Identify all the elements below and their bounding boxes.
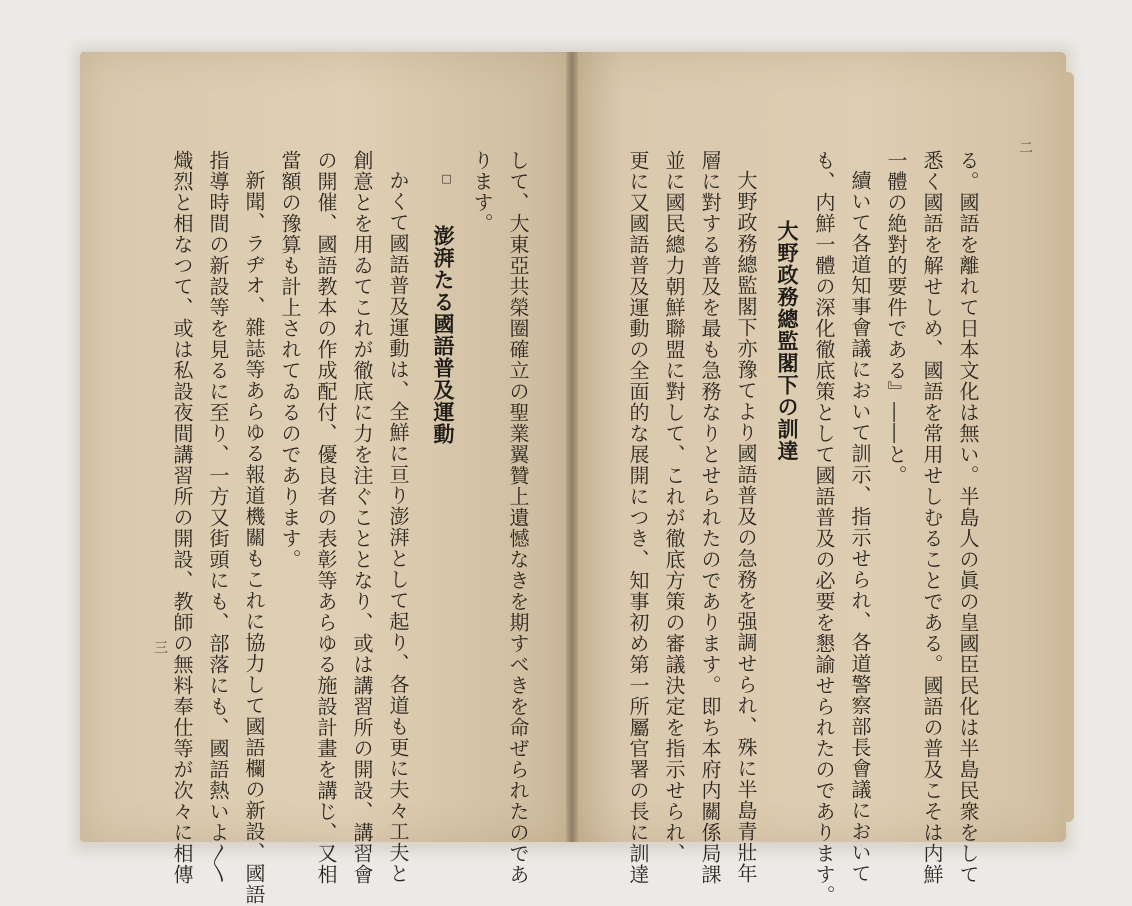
left-col-6: 當額の豫算も計上されてゐるのであります。 [278, 150, 302, 570]
right-heading: 大野政務總監閣下の訓達 [775, 220, 800, 462]
left-heading: 澎湃たる國語普及運動 [431, 225, 456, 445]
left-col-4: 創意とを用ゐてこれが徹底に力を注ぐこととなり、或は講習所の開設、講習會 [350, 150, 374, 885]
left-col-9: 熾烈と相なつて、或は私設夜間講習所の開設、教師の無料奉仕等が次々に相傳 [170, 150, 194, 885]
right-col-2: 悉く國語を解せしめ、國語を常用せしむることである。國語の普及こそは内鮮 [920, 150, 944, 885]
right-page-number: 二 [1017, 140, 1033, 155]
right-col-1: る。國語を離れて日本文化は無い。半島人の眞の皇國臣民化は半島民衆をして [956, 150, 980, 885]
section-mark: □ [440, 172, 453, 186]
left-col-1: して、大東亞共榮圈確立の聖業翼贊上遺憾なきを期すべきを命ぜられたのであ [506, 150, 530, 885]
right-col-5: も、内鮮一體の深化徹底策として國語普及の必要を懇諭せられたのであります。 [812, 150, 836, 906]
left-col-7: 新聞、ラヂオ、雜誌等あらゆる報道機關もこれに協力して國語欄の新設、國語 [242, 170, 266, 905]
left-col-3: かくて國語普及運動は、全鮮に亘り澎湃として起り、各道も更に夫々工夫と [386, 170, 410, 884]
left-col-2: ります。 [470, 150, 494, 234]
right-col-7: 層に對する普及を最も急務なりとせられたのであります。即ち本府内關係局課 [698, 150, 722, 885]
right-col-3: 一體の絶對的要件である』――と。 [884, 150, 908, 486]
left-page-number: 三 [152, 640, 168, 655]
right-col-4: 續いて各道知事會議において訓示、指示せられ、各道警察部長會議において [848, 170, 872, 884]
right-col-6: 大野政務總監閣下亦豫てより國語普及の急務を强調せられ、殊に半島青壯年 [734, 170, 758, 884]
right-col-9: 更に又國語普及運動の全面的な展開につき、知事初め第一所屬官署の長に訓達 [626, 150, 650, 885]
book-gutter [566, 52, 578, 842]
right-col-8: 並に國民總力朝鮮聯盟に對して、これが徹底方策の審議決定を指示せられ、 [662, 150, 686, 864]
left-col-8: 指導時間の新設等を見るに至り、一方又街頭にも、部落にも、國語熱いよ〳〵 [206, 150, 230, 884]
left-col-5: の開催、國語教本の作成配付、優良者の表彰等あらゆる施設計畫を講じ、又相 [314, 150, 338, 885]
